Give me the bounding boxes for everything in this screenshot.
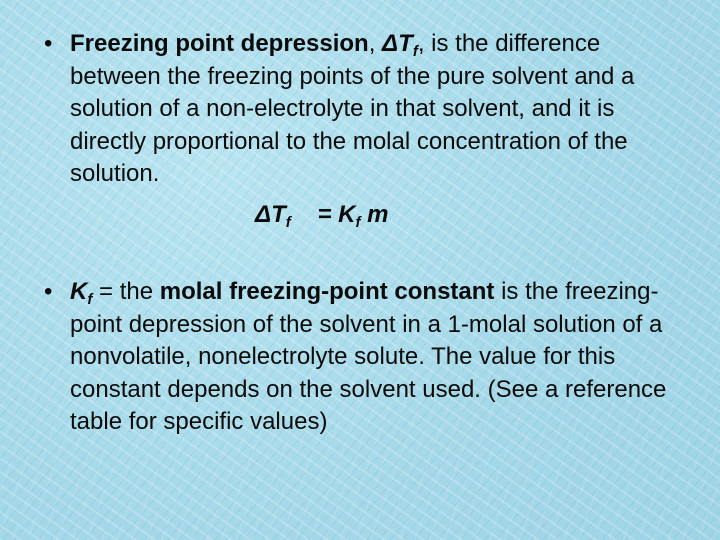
delta-tf-symbol: [382, 30, 418, 60]
formula-k-subscript: f: [355, 214, 361, 231]
definition-text: , is the difference between the freezing points of the pure solvent and a solution of a non-electrolyte in that solvent, and it is directly proportional to the molal concentration of the solution.: [70, 30, 635, 187]
delta-t-text: ΔT: [382, 30, 413, 57]
comma: ,: [368, 30, 383, 57]
equals-the: = the: [92, 278, 160, 305]
bullet-icon: •: [44, 30, 53, 57]
bullet-icon: •: [44, 278, 53, 305]
term-freezing-point-depression: Freezing point depression: [70, 30, 369, 57]
definition-text: is the freezing-point depression of the solvent in a 1-molal solution of a nonvolatile, nonelectrolyte solute. The value for this constant depends on the solvent used. (See a reference table for specific values): [70, 278, 667, 435]
formula-equals-k: = K: [290, 201, 356, 228]
bullet-text: [70, 28, 684, 191]
formula-lhs-subscript: f: [285, 214, 291, 231]
formula-delta-tf-equals-kf-m: [255, 200, 388, 230]
formula-rhs: m: [360, 201, 389, 228]
subscript-f: f: [87, 291, 93, 308]
subscript-f: f: [412, 43, 418, 60]
kf-symbol: [70, 278, 93, 308]
formula-lhs: ΔT: [255, 201, 286, 228]
bullet-kf-definition: [44, 276, 684, 439]
bullet-text: [70, 276, 684, 439]
k-text: K: [70, 278, 88, 305]
bullet-freezing-point-depression: [44, 28, 684, 191]
term-molal-freezing-point-constant: molal freezing-point constant: [159, 278, 495, 305]
